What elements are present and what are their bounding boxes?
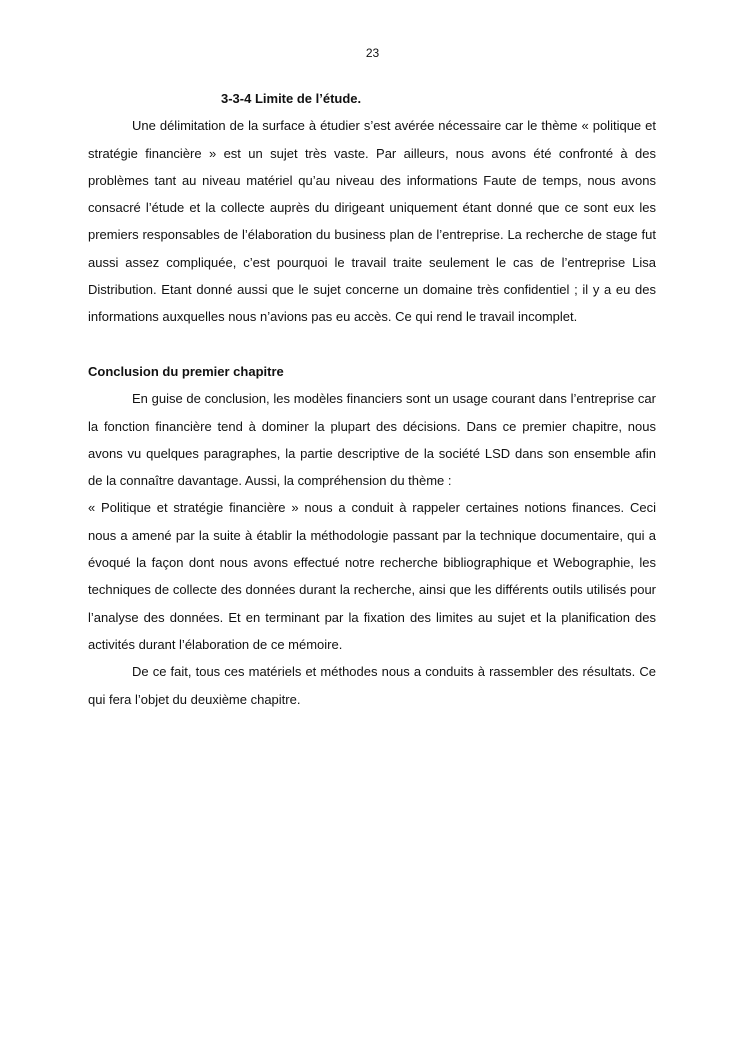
conclusion-heading: Conclusion du premier chapitre (88, 363, 284, 379)
limits-paragraph: Une délimitation de la surface à étudier s’est avérée nécessaire car le thème « politique et stratégie financière » est un sujet très vaste. Par ailleurs, nous avons été confronté à des problèmes tant au niveau matériel qu’au niveau des informations Faute de temps, nous avons consacré l’étude et la collecte auprès du dirigeant uniquement étant donné que ce sont eux les premiers responsables de l’élaboration du business plan de l’entreprise. La recherche de stage fut aussi assez compliquée, c’est pourquoi le travail traite seulement le cas de l’entreprise Lisa Distribution. Etant donné aussi que le sujet concerne un domaine très confidentiel ; il y a eu des informations auxquelles nous n’avions pas eu accès. Ce qui rend le travail incomplet. (88, 118, 656, 325)
conclusion-paragraph-1b: « Politique et stratégie financière » nous a conduit à rappeler certaines notions finances. Ceci nous a amené par la suite à établir la méthodologie passant par la technique documentaire, qui a évoqué la façon dont nous avons effectué notre recherche bibliographique et Webographie, les techniques de collecte des données durant la recherche, ainsi que les différents outils utilisés pour l’analyse des données. Et en terminant par la fixation des limites au sujet et la planification des activités durant l’élaboration de ce mémoire. (88, 500, 656, 652)
spacer (88, 331, 656, 358)
section-heading: 3-3-4 Limite de l’étude. (221, 91, 362, 106)
page-number: 23 (365, 46, 380, 60)
conclusion-paragraph-2: De ce fait, tous ces matériels et méthodes nous a conduits à rassembler des résultats. Ce qui fera l’objet du deuxième chapitre. (88, 664, 656, 707)
conclusion-paragraph-1a: En guise de conclusion, les modèles financiers sont un usage courant dans l’entreprise car la fonction financière tend à dominer la plupart des décisions. Dans ce premier chapitre, nous avons vu quelques paragraphes, la partie descriptive de la société LSD dans son ensemble afin de la connaître davantage. Aussi, la compréhension du thème : (88, 391, 656, 489)
document-body (88, 85, 656, 713)
